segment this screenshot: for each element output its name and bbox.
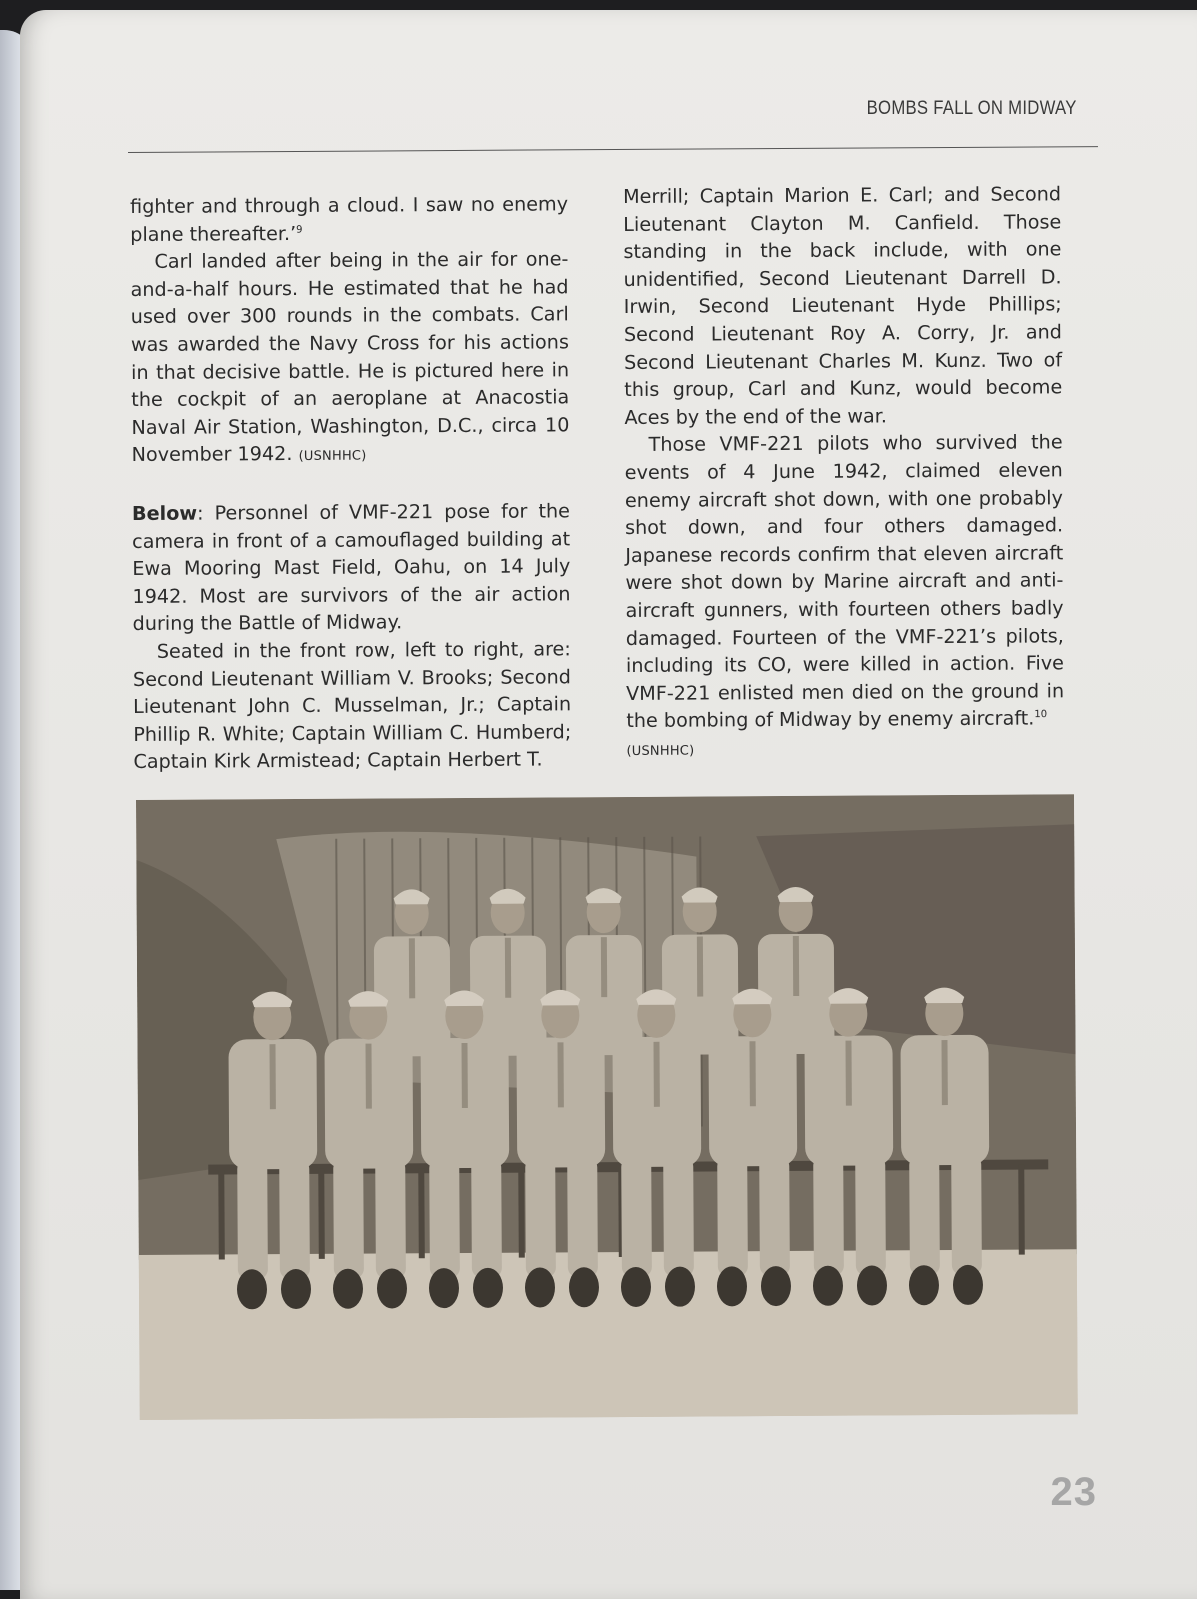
caption-lead-below: Below: [131, 501, 198, 525]
left-paragraph-1: [130, 190, 568, 248]
group-photo: [136, 794, 1078, 1420]
book-page: [20, 10, 1197, 1599]
right-p1-text: Merrill; Captain Marion E. Carl; and Second Lieutenant Clayton M. Canfield. Those standing in the back include, with one unidentified, Second Lieutenant Darrell D. Irwin, Second Lieutenant Hyde Phillips; Second Lieutenant Roy A. Corry, Jr. and Second Lieutenant Charles M. Kunz. Two of this group, Carl and Kunz, would become Aces by the end of the war.: [623, 182, 1063, 429]
left-paragraph-4: [133, 635, 572, 776]
right-paragraph-1: [623, 180, 1063, 431]
right-paragraph-2: [625, 429, 1065, 766]
left-column: [130, 190, 572, 776]
right-p2-text: Those VMF-221 pilots who survived the events of 4 June 1942, claimed eleven enemy aircraft shot down, with one probably shot down, and four others damaged. Japanese records confirm that eleven aircraft were shot down by Marine aircraft and anti-aircraft gunners, with fourteen others badly damaged. Fourteen of the VMF-221’s pilots, including its CO, were killed in action. Five VMF-221 enlisted men died on the ground in the bombing of Midway by enemy aircraft.: [624, 430, 1065, 733]
group-photo-illustration: [136, 794, 1078, 1420]
page-number: 23: [1050, 1470, 1097, 1514]
right-column: [623, 180, 1065, 765]
footnote-ref-9: 9: [296, 224, 303, 236]
left-p4-text: Seated in the front row, left to right, are: Second Lieutenant William V. Brooks; Second Lieutenant John C. Musselman, Jr.; Captain Phillip R. White; Captain William C. Humberd; Captain Kirk Armistead; Captain Herbert T.: [132, 637, 572, 774]
photo-credit: (USNHHC): [298, 448, 367, 465]
left-paragraph-2: [130, 246, 569, 472]
left-p1-text: fighter and through a cloud. I saw no enemy plane thereafter.’: [130, 192, 569, 246]
left-paragraph-3: [132, 497, 571, 638]
header-rule: [128, 146, 1098, 153]
sepia-tone: [136, 794, 1078, 1420]
left-p2-text: Carl landed after being in the air for one-and-a-half hours. He estimated that he had used over 300 rounds in the combats. Carl was awarded the Navy Cross for his actions in that decisive battle. He is pictured here in the cockpit of an aeroplane at Anacostia Naval Air Station, Washington, D.C., circa 10 November 1942.: [130, 247, 570, 467]
footnote-ref-10: 10: [1034, 709, 1048, 721]
left-p3-text: : Personnel of VMF-221 pose for the camera in front of a camouflaged building at Ewa Mooring Mast Field, Oahu, on 14 July 1942. Most are survivors of the air action during the Battle of Midway.: [132, 499, 571, 636]
photo-credit: (USNHHC): [626, 743, 695, 759]
running-head: BOMBS FALL ON MIDWAY: [867, 98, 1077, 119]
